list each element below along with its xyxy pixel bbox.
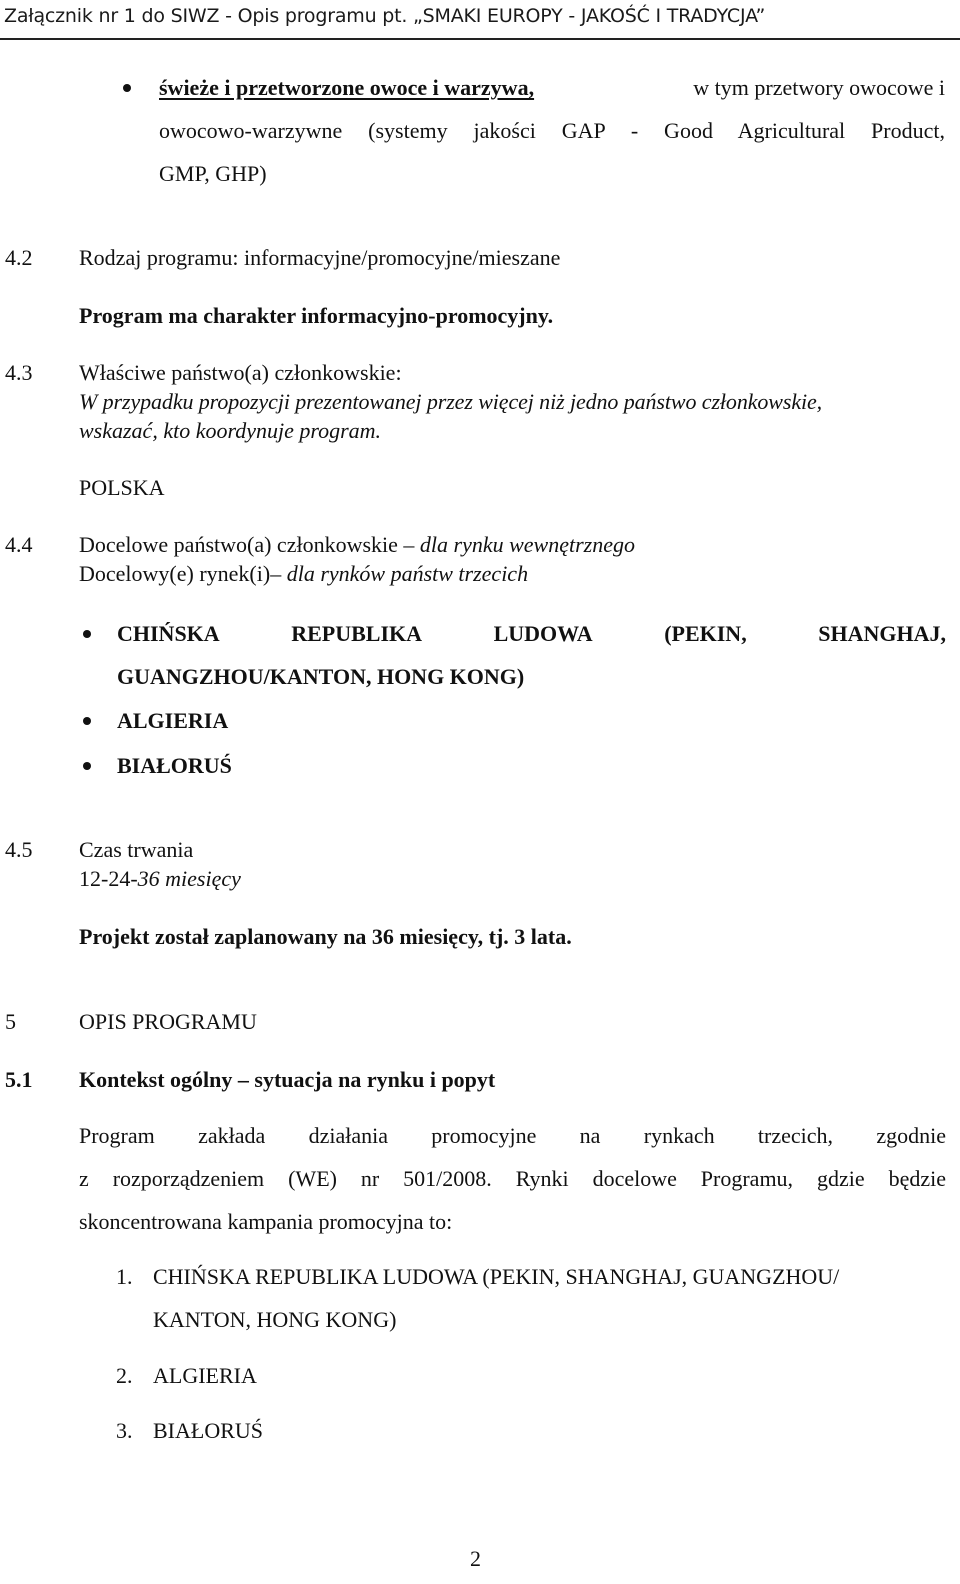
section-4-3-title: Właściwe państwo(a) członkowskie:: [79, 360, 402, 385]
section-4-4-subtitle-italic: dla rynków państw trzecich: [286, 561, 529, 586]
para-line1: Program zakłada działania promocyjne na rynkach trzecich, zgodnie: [79, 1123, 946, 1148]
section-4-5-answer: Projekt został zaplanowany na 36 miesięcy, tj. 3 lata.: [79, 924, 572, 949]
header-text: Załącznik nr 1 do SIWZ - Opis programu pt. „SMAKI EUROPY - JAKOŚĆ I TRADYCJA”: [4, 5, 766, 27]
market-bullet-dot: [83, 630, 91, 638]
section-4-5-range: [79, 864, 241, 894]
section-4-4-subtitle-plain: Docelowy(e) rynek(i)–: [79, 561, 282, 586]
list-item-belarus: BIAŁORUŚ: [153, 1418, 264, 1443]
market-china-word: REPUBLIKA: [291, 621, 423, 646]
bullet-line3: GMP, GHP): [159, 161, 267, 186]
section-4-2-title: Rodzaj programu: informacyjne/promocyjne/mieszane: [79, 245, 561, 270]
list-item-line2: KANTON, HONG KONG): [153, 1307, 397, 1332]
bullet-term: świeże i przetworzone owoce i warzywa,: [159, 75, 535, 100]
section-4-5-range-italic: 36 miesięcy: [137, 866, 241, 891]
list-item-algeria: ALGIERIA: [153, 1363, 257, 1388]
market-china-line2: GUANGZHOU/KANTON, HONG KONG): [117, 664, 525, 689]
market-algeria: ALGIERIA: [117, 708, 229, 733]
market-bullet-dot: [83, 717, 91, 725]
section-4-3-number: 4.3: [5, 360, 33, 385]
section-4-3-note-line2: wskazać, kto koordynuje program.: [79, 418, 382, 443]
list-item-line1: CHIŃSKA REPUBLIKA LUDOWA (PEKIN, SHANGHAJ, GUANGZHOU/: [153, 1264, 840, 1289]
section-5-1-title: Kontekst ogólny – sytuacja na rynku i popyt: [79, 1067, 496, 1092]
list-number: 2.: [116, 1363, 133, 1388]
market-china: [117, 612, 946, 698]
section-5-1-number: 5.1: [5, 1067, 33, 1092]
market-china-word: SHANGHAJ,: [818, 621, 946, 646]
section-5-number: 5: [5, 1009, 16, 1034]
bullet-line2: owocowo-warzywne (systemy jakości GAP - Good Agricultural Product,: [159, 118, 945, 143]
section-5-1-paragraph: [79, 1114, 946, 1243]
section-4-3-answer: POLSKA: [79, 475, 165, 500]
section-4-5-title: Czas trwania: [79, 837, 194, 862]
section-4-4-title: [79, 530, 635, 560]
market-belarus: BIAŁORUŚ: [117, 753, 232, 778]
market-china-word: (PEKIN,: [664, 621, 747, 646]
header-rule: [0, 38, 960, 40]
list-number: 1.: [116, 1264, 133, 1289]
section-5-title: OPIS PROGRAMU: [79, 1009, 257, 1034]
list-number: 3.: [116, 1418, 133, 1443]
section-4-3-note-line1: W przypadku propozycji prezentowanej przez więcej niż jedno państwo członkowskie,: [79, 389, 823, 414]
section-4-4-title-italic: dla rynku wewnętrznego: [419, 532, 635, 557]
list-item-china: [153, 1255, 839, 1341]
section-4-2-number: 4.2: [5, 245, 33, 270]
market-bullet-dot: [83, 762, 91, 770]
section-4-4-subtitle: [79, 559, 528, 589]
section-4-5-range-plain: 12-24-: [79, 866, 138, 891]
page-header: [0, 0, 960, 40]
market-china-word: CHIŃSKA: [117, 621, 220, 646]
section-4-4-title-plain: Docelowe państwo(a) członkowskie –: [79, 532, 415, 557]
section-4-4-number: 4.4: [5, 532, 33, 557]
para-line2: z rozporządzeniem (WE) nr 501/2008. Rynki docelowe Programu, gdzie będzie: [79, 1166, 946, 1191]
bullet-line1-rest: w tym przetwory owocowe i: [693, 75, 945, 100]
bullet-dot: [123, 84, 131, 92]
bullet-fruits-vegetables: [159, 66, 945, 195]
para-line3: skoncentrowana kampania promocyjna to:: [79, 1209, 453, 1234]
section-4-5-number: 4.5: [5, 837, 33, 862]
page-number: 2: [470, 1546, 481, 1571]
market-china-word: LUDOWA: [493, 621, 593, 646]
section-4-2-answer: Program ma charakter informacyjno-promocyjny.: [79, 303, 554, 328]
